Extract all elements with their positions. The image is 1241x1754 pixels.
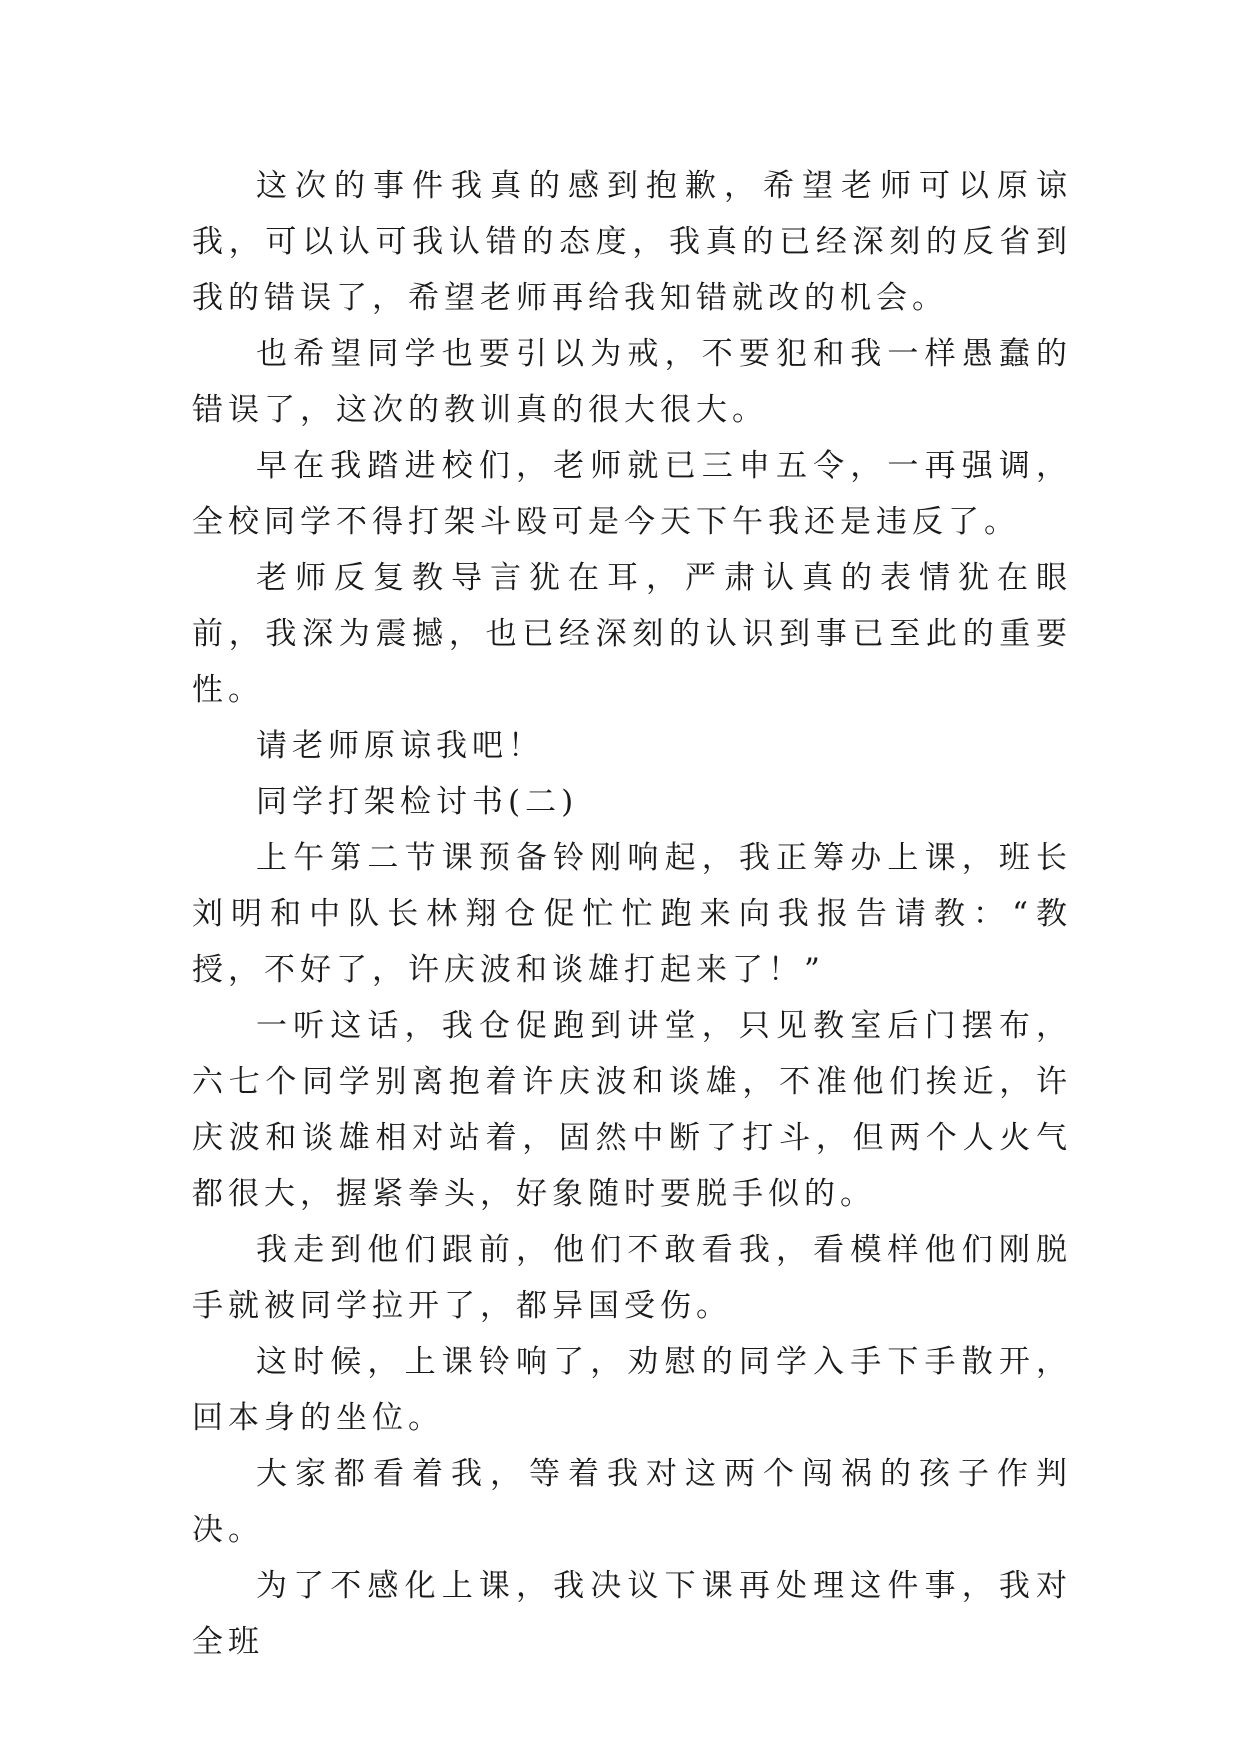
paragraph: 大家都看着我，等着我对这两个闯祸的孩子作判决。: [192, 1456, 1072, 1548]
paragraph: 这次的事件我真的感到抱歉，希望老师可以原谅我，可以认可我认错的态度，我真的已经深刻的反省到我的错误了，希望老师再给我知错就改的机会。: [192, 168, 1072, 316]
paragraph: 这时候，上课铃响了，劝慰的同学入手下手散开，回本身的坐位。: [192, 1344, 1072, 1436]
paragraph: 也希望同学也要引以为戒，不要犯和我一样愚蠢的错误了，这次的教训真的很大很大。: [192, 336, 1072, 428]
paragraph: 早在我踏进校们，老师就已三申五令，一再强调，全校同学不得打架斗殴可是今天下午我还是违反了。: [192, 448, 1072, 540]
paragraph: 一听这话，我仓促跑到讲堂，只见教室后门摆布，六七个同学别离抱着许庆波和谈雄，不准他们挨近，许庆波和谈雄相对站着，固然中断了打斗，但两个人火气都很大，握紧拳头，好象随时要脱手似的。: [192, 1008, 1072, 1212]
paragraph: 请老师原谅我吧！: [256, 728, 544, 764]
paragraph: 上午第二节课预备铃刚响起，我正筹办上课，班长刘明和中队长林翔仓促忙忙跑来向我报告请教：“教授，不好了，许庆波和谈雄打起来了！”: [192, 840, 1072, 988]
paragraph: 为了不感化上课，我决议下课再处理这件事，我对全班: [192, 1568, 1072, 1660]
document-body: [192, 158, 1072, 1670]
paragraph: 老师反复教导言犹在耳，严肃认真的表情犹在眼前，我深为震撼，也已经深刻的认识到事已至此的重要性。: [192, 560, 1072, 708]
paragraph: 我走到他们跟前，他们不敢看我，看模样他们刚脱手就被同学拉开了，都异国受伤。: [192, 1232, 1072, 1324]
section-heading: 同学打架检讨书(二): [256, 784, 579, 820]
